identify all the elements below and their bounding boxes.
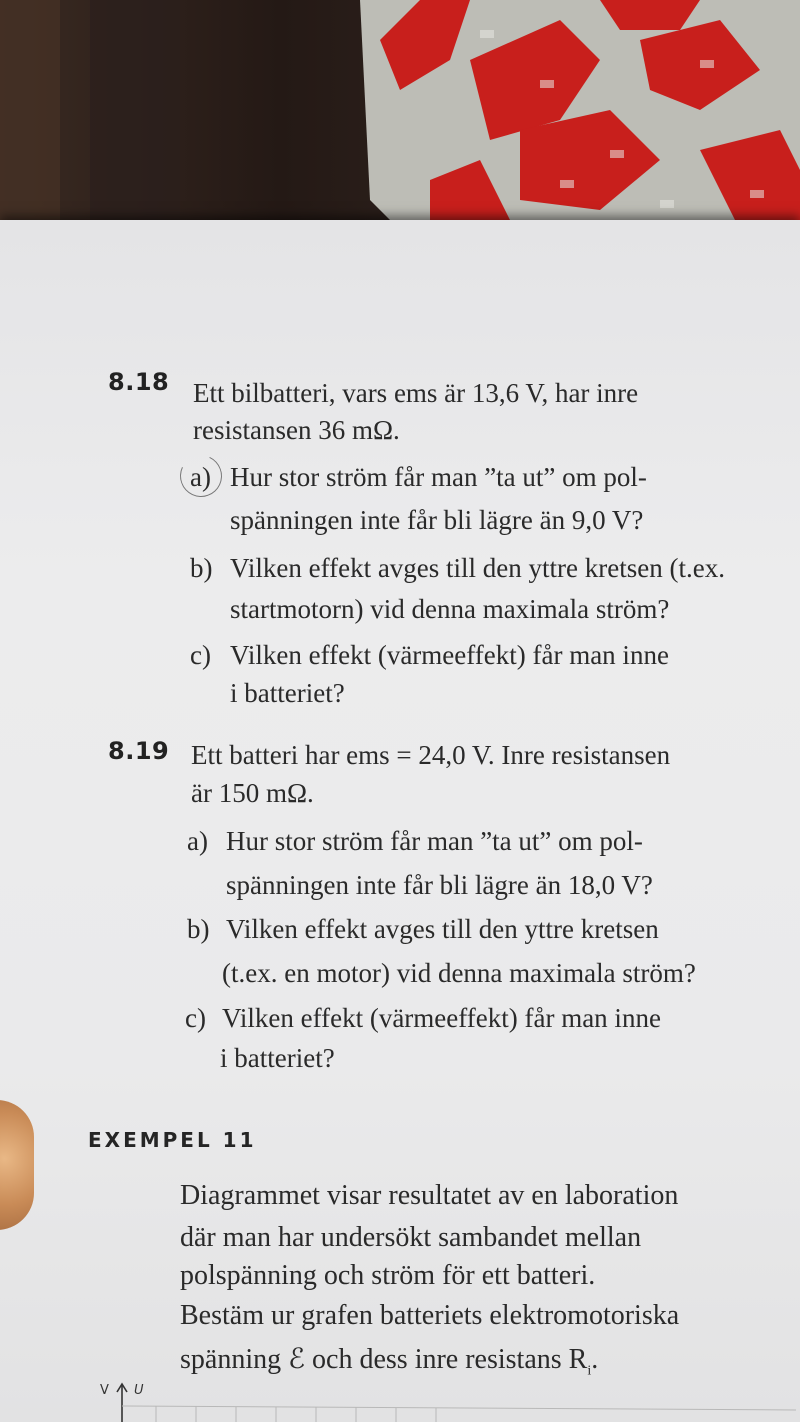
- part-line: spänningen inte får bli lägre än 18,0 V?: [226, 870, 653, 900]
- subscript-i: i: [587, 1363, 592, 1379]
- problem-intro-line: är 150 mΩ.: [191, 778, 314, 808]
- part-line: Vilken effekt (värmeeffekt) får man inne: [222, 1003, 661, 1033]
- part-label: b): [190, 553, 213, 583]
- graph-axis-label: U: [134, 1383, 144, 1398]
- example-line: Bestäm ur grafen batteriets elektromotoriska: [180, 1300, 680, 1331]
- example-line: Diagrammet visar resultatet av en laboration: [180, 1180, 679, 1211]
- part-label: b): [187, 914, 210, 944]
- example-line: där man har undersökt sambandet mellan: [180, 1222, 642, 1253]
- part-line: i batteriet?: [230, 678, 345, 708]
- problem-intro-line: resistansen 36 mΩ.: [193, 415, 400, 445]
- part-label: a): [187, 826, 208, 856]
- part-line: Vilken effekt avges till den yttre kretsen (t.ex.: [230, 553, 725, 583]
- part-line: Hur stor ström får man ”ta ut” om pol-: [226, 826, 643, 856]
- finger: [0, 1100, 34, 1230]
- period: .: [591, 1344, 599, 1375]
- part-line: Vilken effekt avges till den yttre kretsen: [226, 914, 659, 944]
- part-line: Vilken effekt (värmeeffekt) får man inne: [230, 640, 669, 670]
- part-line: i batteriet?: [220, 1043, 335, 1073]
- problem-number: 8.18: [108, 368, 170, 396]
- graph-unit-label: V: [100, 1383, 109, 1398]
- problem-number: 8.19: [108, 737, 170, 765]
- problem-intro-line: Ett bilbatteri, vars ems är 13,6 V, har inre: [193, 378, 639, 408]
- part-line: (t.ex. en motor) vid denna maximala ström?: [222, 958, 696, 988]
- part-label: c): [190, 640, 211, 670]
- graph-axis-stub: [96, 1376, 796, 1422]
- example-line-text: spänning ℰ och dess inre resistans R: [180, 1344, 588, 1375]
- part-label: a): [190, 462, 211, 492]
- part-line: Hur stor ström får man ”ta ut” om pol-: [230, 462, 647, 492]
- part-label: c): [185, 1003, 206, 1033]
- example-line: [180, 1342, 598, 1380]
- example-heading: EXEMPEL 11: [88, 1128, 257, 1152]
- example-line: polspänning och ström för ett batteri.: [180, 1260, 596, 1291]
- part-line: spänningen inte får bli lägre än 9,0 V?: [230, 505, 644, 535]
- part-line: startmotorn) vid denna maximala ström?: [230, 594, 670, 624]
- problem-intro-line: Ett batteri har ems = 24,0 V. Inre resistansen: [191, 740, 671, 770]
